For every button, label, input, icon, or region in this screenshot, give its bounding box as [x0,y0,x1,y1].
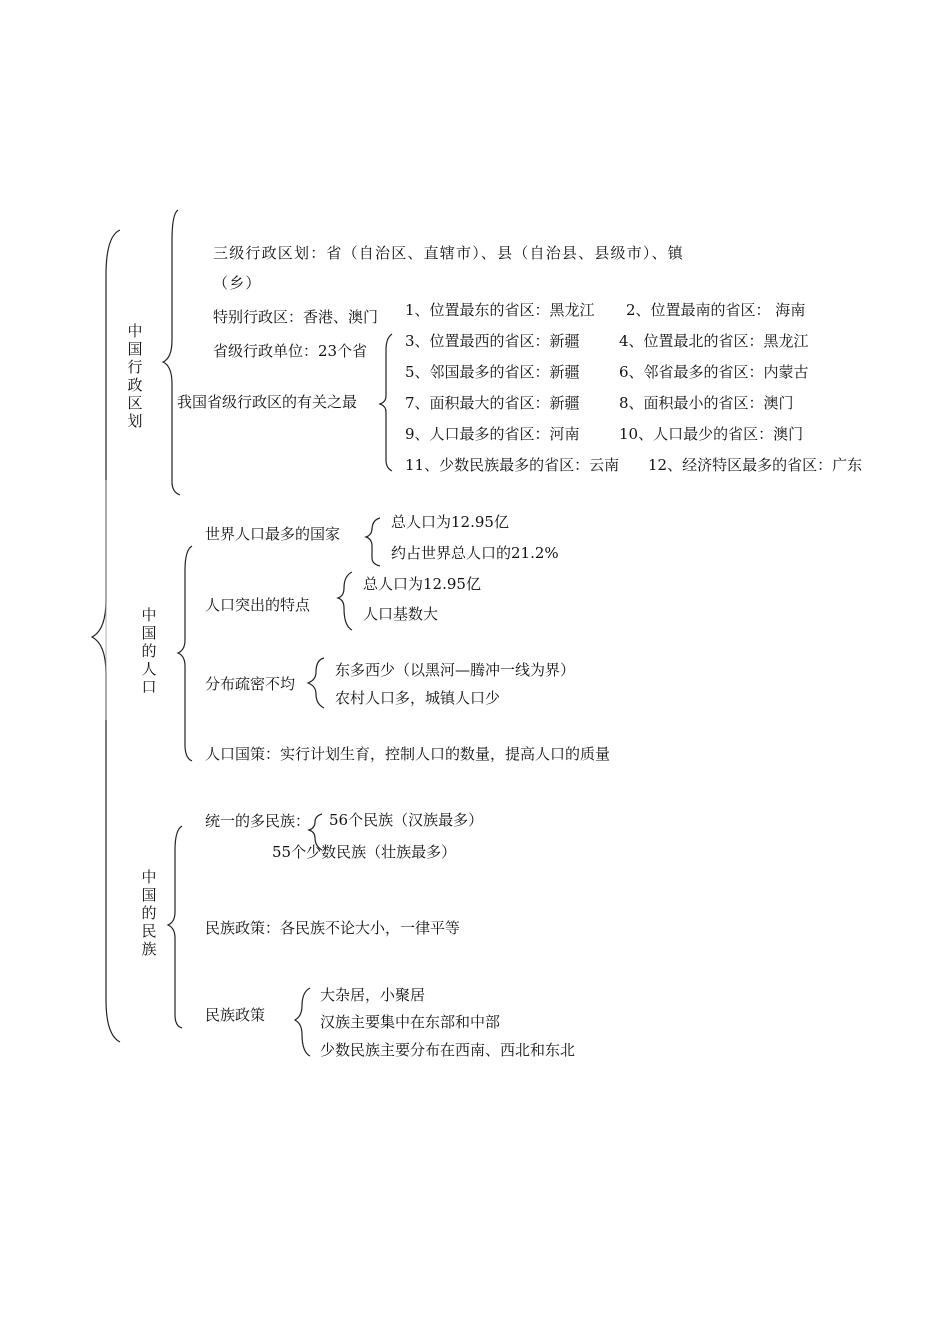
superlative-item: 3、位置最西的省区：新疆 [405,332,580,350]
features-item: 人口基数大 [363,605,439,623]
distribution-item: 农村人口多，城镇人口少 [335,689,501,707]
superlatives-title: 我国省级行政区的有关之最 [177,393,358,411]
superlative-item: 11、少数民族最多的省区：云南 [405,456,620,474]
superlative-item: 6、邻省最多的省区：内蒙古 [619,363,809,381]
three-level-text: 三级行政区划：省（自治区、直辖市）、县（自治县、县级市）、镇 [213,244,685,262]
unified-item: 56个民族（汉族最多） [329,811,484,829]
distribution-brace [308,658,324,708]
unified-item: 55个少数民族（壮族最多） [272,843,457,861]
most-populous-item: 总人口为12.95亿 [391,513,509,531]
superlative-item: 9、人口最多的省区：河南 [405,425,580,443]
unified-label: 统一的多民族： [205,812,311,830]
three-level-cont: （乡） [213,274,262,292]
superlative-item: 10、人口最少的省区：澳门 [619,425,804,443]
ethnic-brace [168,826,182,1028]
admin-brace [163,210,180,495]
superlative-item: 2、位置最南的省区： 海南 [626,301,806,319]
superlative-item: 8、面积最小的省区：澳门 [619,394,794,412]
special-region-text: 特别行政区：香港、澳门 [213,308,379,326]
features-label: 人口突出的特点 [205,596,311,614]
superlative-item: 4、位置最北的省区：黑龙江 [619,332,809,350]
most-populous-brace [366,518,380,566]
population-brace [178,546,192,761]
ethnic-distribution-label: 民族政策 [205,1006,266,1024]
superlative-item: 12、经济特区最多的省区：广东 [648,456,863,474]
distribution-item: 东多西少（以黑河—腾冲一线为界） [335,661,576,679]
ethnic-distribution-item: 少数民族主要分布在西南、西北和东北 [320,1041,576,1059]
ethnic-distribution-item: 汉族主要集中在东部和中部 [320,1013,501,1031]
population-policy: 人口国策：实行计划生育，控制人口的数量，提高人口的质量 [205,745,611,763]
distribution-label: 分布疏密不均 [205,675,296,693]
features-brace [338,572,352,630]
ethnic-distribution-item: 大杂居，小聚居 [320,986,426,1004]
superlative-item: 7、面积最大的省区：新疆 [405,394,580,412]
provincial-text: 省级行政单位：23个省 [213,342,368,360]
ethnic-policy: 民族政策：各民族不论大小，一律平等 [205,919,461,937]
population-title: 中国的人口 [141,606,157,696]
ethnic-distribution-brace [295,988,310,1056]
superlative-item: 1、位置最东的省区：黑龙江 [405,301,595,319]
admin-title: 中国行政区划 [127,322,143,430]
most-populous-label: 世界人口最多的国家 [205,525,341,543]
ethnic-title: 中国的民族 [141,868,157,958]
features-item: 总人口为12.95亿 [363,575,481,593]
most-populous-item: 约占世界总人口的21.2% [391,544,559,562]
superlative-item: 5、邻国最多的省区：新疆 [405,363,580,381]
